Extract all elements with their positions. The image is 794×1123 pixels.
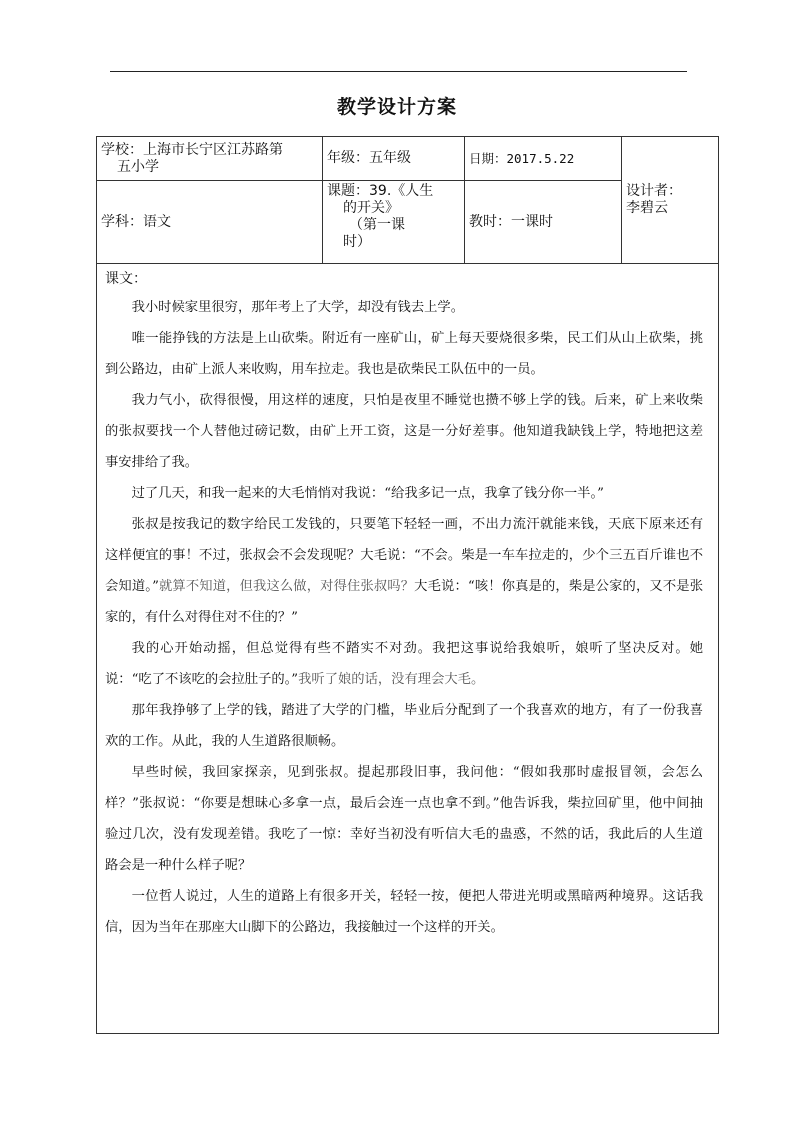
lesson-info-table — [96, 136, 719, 264]
paragraph-5: 张叔是按我记的数字给民工发钱的，只要笔下轻轻一画，不出力流汗就能来钱，天底下原来还有这样便宜的事！不过，张叔会不会发现呢？大毛说：“不会。柴是一车车拉走的，少个三五百斤谁也不会知道。”就算不知道，但我这么做，对得住张叔吗？大毛说：“咳！你真是的，柴是公家的，又不是张家的，有什么对得住对不住的？” — [105, 517, 703, 625]
lesson-text-box — [96, 262, 719, 1034]
designer-name: 李碧云 — [626, 200, 668, 216]
designer-cell — [622, 137, 719, 264]
date-cell — [465, 137, 622, 181]
text-section-label: 课文： — [105, 271, 147, 287]
paragraph-1: 我小时候家里很穷，那年考上了大学，却没有钱去上学。 — [131, 300, 465, 315]
paragraph-3: 我力气小，砍得很慢，用这样的速度，只怕是夜里不睡觉也攒不够上学的钱。后来，矿上来收柴的张叔要找一个人替他过磅记数，由矿上开工资，这是一分好差事。他知道我缺钱上学，特地把这差事安排给了我。 — [105, 393, 703, 470]
lesson-text — [105, 292, 703, 943]
paragraph-7: 那年我挣够了上学的钱，踏进了大学的门槛，毕业后分配到了一个我喜欢的地方，有了一份我喜欢的工作。从此，我的人生道路很顺畅。 — [105, 703, 703, 749]
paragraph-4: 过了几天，和我一起来的大毛悄悄对我说：“给我多记一点，我拿了钱分你一半。” — [131, 486, 604, 501]
school-line-2: 五小学 — [117, 158, 159, 175]
date-value: 日期：2017.5.22 — [469, 150, 575, 166]
paragraph-9: 一位哲人说过，人生的道路上有很多开关，轻轻一按，便把人带进光明或黑暗两种境界。这话我信，因为当年在那座大山脚下的公路边，我接触过一个这样的开关。 — [105, 889, 703, 935]
topic-line-4: 时） — [343, 234, 371, 250]
subject-cell: 学科：语文 — [97, 181, 323, 264]
school-line-1: 学校：上海市长宁区江苏路第 — [101, 141, 283, 158]
grade-cell: 年级：五年级 — [323, 137, 465, 181]
topic-cell — [323, 181, 465, 264]
designer-label: 设计者： — [626, 183, 682, 199]
header-rule — [110, 71, 687, 72]
school-cell — [97, 137, 323, 181]
topic-line-2: 的开关》 — [343, 200, 399, 216]
period-cell: 教时：一课时 — [465, 181, 622, 264]
paragraph-8: 早些时候，我回家探亲，见到张叔。提起那段旧事，我问他：“假如我那时虚报冒领，会怎么样？”张叔说：“你要是想昧心多拿一点，最后会连一点也拿不到。”他告诉我，柴拉回矿里，他中间抽验过几次，没有发现差错。我吃了一惊：幸好当初没有听信大毛的蛊惑，不然的话，我此后的人生道路会是一种什么样子呢？ — [105, 765, 703, 873]
topic-line-1: 课题：39.《人生 — [327, 183, 434, 199]
paragraph-2: 唯一能挣钱的方法是上山砍柴。附近有一座矿山，矿上每天要烧很多柴，民工们从山上砍柴，挑到公路边，由矿上派人来收购，用车拉走。我也是砍柴民工队伍中的一员。 — [105, 331, 703, 377]
document-title: 教学设计方案 — [336, 96, 457, 118]
topic-line-3: （第一课 — [349, 217, 405, 233]
paragraph-6: 我的心开始动摇，但总觉得有些不踏实不对劲。我把这事说给我娘听，娘听了坚决反对。她说：“吃了不该吃的会拉肚子的。”我听了娘的话，没有理会大毛。 — [105, 641, 703, 687]
